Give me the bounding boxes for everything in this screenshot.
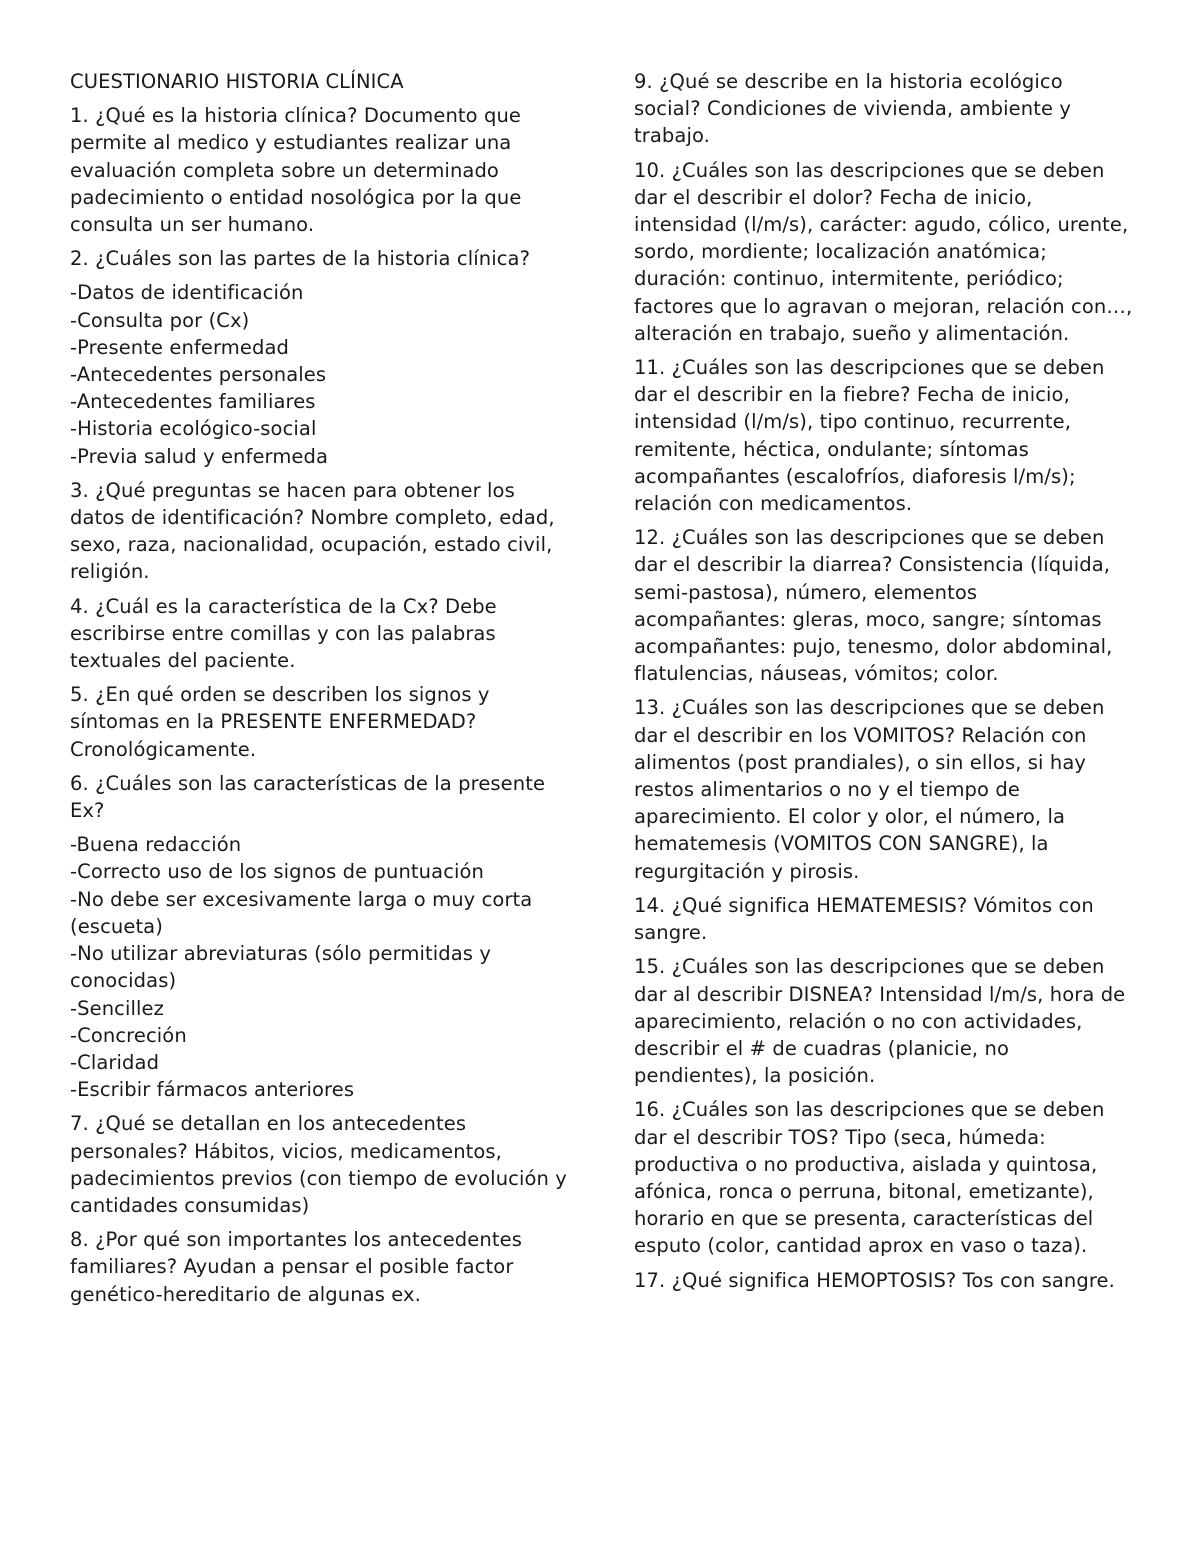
question-4	[70, 593, 570, 675]
right-column	[634, 68, 1134, 1301]
question-text: 1. ¿Qué es la historia clínica? Documento que permite al medico y estudiantes realizar una evaluación completa sobre un determinado padecimiento o entidad nosológica por la que consulta un ser humano.	[70, 104, 522, 237]
question-17	[634, 1267, 1134, 1294]
document-title: CUESTIONARIO HISTORIA CLÍNICA	[70, 70, 404, 93]
answer-list-parts	[70, 279, 570, 469]
list-item: -Antecedentes personales	[70, 363, 327, 387]
question-text: 6. ¿Cuáles son las características de la presente Ex?	[70, 771, 546, 823]
question-8	[70, 1226, 570, 1308]
question-7	[70, 1110, 570, 1219]
question-text: 17. ¿Qué significa HEMOPTOSIS? Tos con sangre.	[634, 1268, 1115, 1292]
list-item: -No debe ser excesivamente larga o muy corta (escueta)	[70, 887, 533, 938]
list-item: -Claridad	[70, 1050, 160, 1074]
question-10	[634, 157, 1134, 347]
question-text: 9. ¿Qué se describe en la historia ecológico social? Condiciones de vivienda, ambiente y trabajo.	[634, 70, 1071, 148]
question-text: 4. ¿Cuál es la característica de la Cx? Debe escribirse entre comillas y con las palabras textuales del paciente.	[70, 594, 497, 673]
question-text: 8. ¿Por qué son importantes los antecedentes familiares? Ayudan a pensar el posible factor genético-hereditario de algunas ex.	[70, 1228, 522, 1306]
left-column	[70, 68, 570, 1315]
parts-list	[70, 279, 570, 469]
list-item: -Correcto uso de los signos de puntuación	[70, 860, 485, 884]
question-text: 3. ¿Qué preguntas se hacen para obtener los datos de identificación? Nombre completo, edad, sexo, raza, nacionalidad, ocupación, estado civil, religión.	[70, 478, 555, 584]
question-5	[70, 681, 570, 763]
list-item: -Datos de identificación	[70, 281, 304, 305]
question-12	[634, 524, 1134, 687]
question-text: 13. ¿Cuáles son las descripciones que se deben dar el describir en los VOMITOS? Relación con alimentos (post prandiales), o sin ellos, si hay restos alimentarios o no y el tiempo de aparecimiento. El color y olor, el número, la hematemesis (VOMITOS CON SANGRE), la regurgitación y pirosis.	[634, 696, 1105, 883]
question-14	[634, 892, 1134, 946]
question-text: 5. ¿En qué orden se describen los signos y síntomas en la PRESENTE ENFERMEDAD? Cronológicamente.	[70, 683, 490, 761]
list-item: -Historia ecológico-social	[70, 417, 317, 441]
question-text: 15. ¿Cuáles son las descripciones que se deben dar al describir DISNEA? Intensidad l/m/s, hora de aparecimiento, relación o no con actividades, describir el # de cuadras (planicie, no pendientes), la posición.	[634, 955, 1126, 1088]
question-6	[70, 770, 570, 824]
list-item: -Concreción	[70, 1023, 187, 1047]
question-text: 14. ¿Qué significa HEMATEMESIS? Vómitos con sangre.	[634, 893, 1094, 945]
question-16	[634, 1096, 1134, 1259]
list-item: -Presente enfermedad	[70, 335, 289, 359]
question-13	[634, 694, 1134, 884]
list-item: -Consulta por (Cx)	[70, 308, 250, 332]
question-15	[634, 953, 1134, 1089]
list-item: -No utilizar abreviaturas (sólo permitidas y conocidas)	[70, 942, 491, 993]
question-3	[70, 477, 570, 586]
question-1	[70, 102, 570, 238]
question-text: 10. ¿Cuáles son las descripciones que se deben dar el describir el dolor? Fecha de inicio, intensidad (l/m/s), carácter: agudo, cólico, urente, sordo, mordiente; localización anatómica; duración: continuo, intermitente, periódico; factores que lo agravan o mejoran, relación con…, alteración en trabajo, sueño y alimentación.	[634, 158, 1133, 345]
list-item: -Escribir fármacos anteriores	[70, 1078, 355, 1102]
answer-list-characteristics	[70, 831, 570, 1103]
question-9	[634, 68, 1134, 150]
question-text: 2. ¿Cuáles son las partes de la historia clínica?	[70, 247, 531, 271]
list-item: -Sencillez	[70, 996, 164, 1020]
question-11	[634, 354, 1134, 517]
question-text: 16. ¿Cuáles son las descripciones que se deben dar el describir TOS? Tipo (seca, húmeda: productiva o no productiva, aislada y quintosa, afónica, ronca o perruna, bitonal, emetizante), horario en que se presenta, características del esputo (color, cantidad aprox en vaso o taza).	[634, 1098, 1105, 1258]
list-item: -Antecedentes familiares	[70, 390, 316, 414]
question-text: 12. ¿Cuáles son las descripciones que se deben dar el describir la diarrea? Consistencia (líquida, semi-pastosa), número, elementos acompañantes: gleras, moco, sangre; síntomas acompañantes: pujo, tenesmo, dolor abdominal, flatulencias, náuseas, vómitos; color.	[634, 526, 1113, 686]
question-text: 7. ¿Qué se detallan en los antecedentes personales? Hábitos, vicios, medicamentos, padecimientos previos (con tiempo de evolución y cantidades consumidas)	[70, 1112, 567, 1217]
question-2	[70, 245, 570, 272]
list-item: -Previa salud y enfermeda	[70, 444, 329, 468]
characteristics-list	[70, 831, 570, 1103]
list-item: -Buena redacción	[70, 833, 242, 857]
question-text: 11. ¿Cuáles son las descripciones que se deben dar el describir en la fiebre? Fecha de inicio, intensidad (l/m/s), tipo continuo, recurrente, remitente, héctica, ondulante; síntomas acompañantes (escalofríos, diaforesis l/m/s); relación con medicamentos.	[634, 356, 1105, 516]
